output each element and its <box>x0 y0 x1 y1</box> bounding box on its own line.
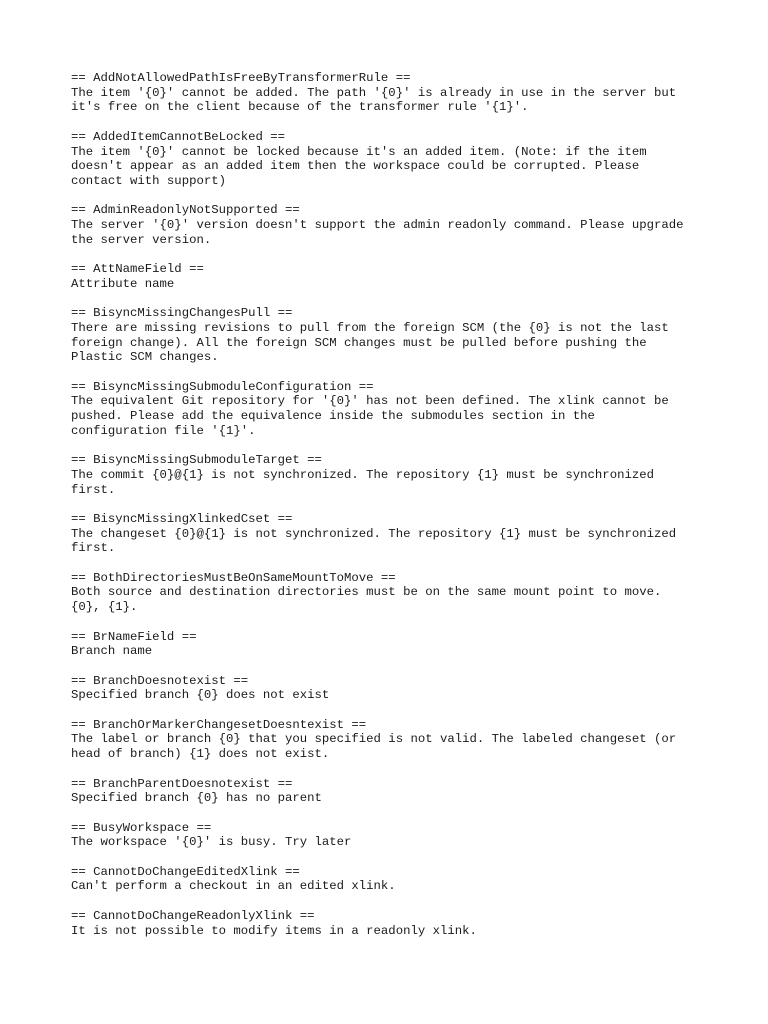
message-text-line: There are missing revisions to pull from the foreign SCM (the {0} is not the last <box>71 320 669 335</box>
message-entry <box>71 777 731 806</box>
message-key-heading: == BisyncMissingSubmoduleConfiguration == <box>71 379 374 394</box>
message-entry <box>71 512 731 556</box>
message-text-line: Attribute name <box>71 276 175 291</box>
message-text-line: pushed. Please add the equivalence inside the submodules section in the <box>71 409 595 424</box>
message-key-heading: == BranchParentDoesnotexist == <box>71 776 293 791</box>
message-entry <box>71 674 731 703</box>
message-text-line: The item '{0}' cannot be locked because it's an added item. (Note: if the item <box>71 144 647 159</box>
message-key-heading: == BrNameField == <box>71 629 197 644</box>
message-text-line: It is not possible to modify items in a readonly xlink. <box>71 923 477 938</box>
message-text-line: The equivalent Git repository for '{0}' has not been defined. The xlink cannot be <box>71 394 669 409</box>
message-text-line: first. <box>71 482 116 497</box>
document-body <box>71 71 731 953</box>
message-key-heading: == BisyncMissingChangesPull == <box>71 306 293 321</box>
message-text-line: head of branch) {1} does not exist. <box>71 747 330 762</box>
message-entry <box>71 718 731 762</box>
message-entry <box>71 453 731 497</box>
message-entry <box>71 306 731 365</box>
message-entry <box>71 909 731 938</box>
message-text-line: first. <box>71 541 116 556</box>
message-entry <box>71 71 731 115</box>
message-text-line: Branch name <box>71 644 153 659</box>
message-text-line: Both source and destination directories must be on the same mount point to move. <box>71 585 662 600</box>
message-text-line: the server version. <box>71 232 212 247</box>
message-entry <box>71 865 731 894</box>
message-text-line: Specified branch {0} has no parent <box>71 791 322 806</box>
message-text-line: Can't perform a checkout in an edited xlink. <box>71 879 396 894</box>
message-key-heading: == AttNameField == <box>71 262 204 277</box>
message-key-heading: == CannotDoChangeEditedXlink == <box>71 864 300 879</box>
message-key-heading: == BothDirectoriesMustBeOnSameMountToMove == <box>71 570 396 585</box>
message-text-line: Plastic SCM changes. <box>71 350 219 365</box>
message-text-line: The server '{0}' version doesn't support the admin readonly command. Please upgrade <box>71 218 684 232</box>
message-entry <box>71 262 731 291</box>
message-key-heading: == AddedItemCannotBeLocked == <box>71 129 286 144</box>
message-key-heading: == BranchDoesnotexist == <box>71 673 249 688</box>
message-text-line: The item '{0}' cannot be added. The path '{0}' is already in use in the server but <box>71 85 677 100</box>
message-entry <box>71 821 731 850</box>
message-text-line: The commit {0}@{1} is not synchronized. The repository {1} must be synchronized <box>71 467 654 482</box>
message-key-heading: == BusyWorkspace == <box>71 820 212 835</box>
message-text-line: The changeset {0}@{1} is not synchronized. The repository {1} must be synchronized <box>71 526 677 541</box>
message-entry <box>71 203 731 247</box>
message-text-line: The label or branch {0} that you specified is not valid. The labeled changeset (or <box>71 732 677 747</box>
message-key-heading: == BranchOrMarkerChangesetDoesntexist == <box>71 717 367 732</box>
message-text-line: it's free on the client because of the transformer rule '{1}'. <box>71 100 529 115</box>
message-entry <box>71 630 731 659</box>
message-key-heading: == AddNotAllowedPathIsFreeByTransformerRule == <box>71 71 411 85</box>
message-text-line: {0}, {1}. <box>71 600 138 615</box>
message-key-heading: == BisyncMissingSubmoduleTarget == <box>71 453 322 468</box>
message-text-line: configuration file '{1}'. <box>71 423 256 438</box>
message-text-line: foreign change). All the foreign SCM changes must be pulled before pushing the <box>71 335 647 350</box>
message-entry <box>71 571 731 615</box>
message-text-line: Specified branch {0} does not exist <box>71 688 330 703</box>
message-text-line: The workspace '{0}' is busy. Try later <box>71 835 352 850</box>
message-key-heading: == AdminReadonlyNotSupported == <box>71 203 300 218</box>
message-text-line: doesn't appear as an added item then the workspace could be corrupted. Please <box>71 159 640 174</box>
message-text-line: contact with support) <box>71 173 226 188</box>
message-key-heading: == BisyncMissingXlinkedCset == <box>71 511 293 526</box>
message-key-heading: == CannotDoChangeReadonlyXlink == <box>71 908 315 923</box>
message-entry <box>71 380 731 439</box>
message-entry <box>71 130 731 189</box>
